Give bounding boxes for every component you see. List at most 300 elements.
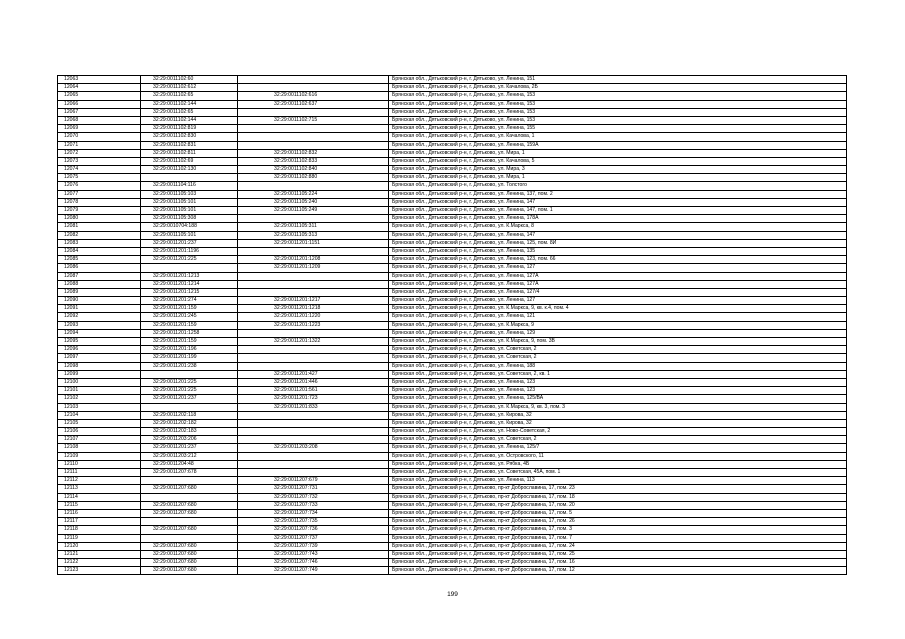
address-cell: Брянская обл., Дятьковский р-н, г. Дятьково, ул. Ленина, 127	[389, 297, 847, 305]
row-number-cell: 12112	[58, 477, 141, 485]
address-cell: Брянская обл., Дятьковский р-н, г. Дятьково, пр-кт Доброславина, 17, пом. 23	[389, 485, 847, 493]
table-row	[58, 190, 847, 198]
parcel-number-cell: 32:29:0011102:130	[141, 166, 238, 174]
parcel-number-cell: 32:29:0011203:212	[141, 452, 238, 460]
address-cell: Брянская обл., Дятьковский р-н, г. Дятьково, пр-кт Доброславина, 17, пом. 24	[389, 542, 847, 550]
parcel-number-cell: 32:29:0011201:159	[141, 305, 238, 313]
parcel-number-cell: 32:29:0011201:1214	[141, 280, 238, 288]
table-row	[58, 100, 847, 108]
address-cell: Брянская обл., Дятьковский р-н, г. Дятьково, ул. Советская, 2	[389, 436, 847, 444]
row-number-cell: 12093	[58, 321, 141, 329]
table-row	[58, 436, 847, 444]
table-row	[58, 403, 847, 411]
row-number-cell: 12087	[58, 272, 141, 280]
table-body	[58, 76, 847, 575]
object-number-cell	[238, 108, 389, 116]
parcel-number-cell: 32:29:0011201:225	[141, 378, 238, 386]
table-row	[58, 444, 847, 452]
table-row	[58, 411, 847, 419]
object-number-cell: 32:29:0011207:749	[238, 567, 389, 575]
object-number-cell	[238, 76, 389, 84]
address-cell: Брянская обл., Дятьковский р-н, г. Дятьково, ул. Ленина, 123	[389, 387, 847, 395]
address-cell: Брянская обл., Дятьковский р-н, г. Дятьково, ул. Ленина, 147, пом. 1	[389, 207, 847, 215]
address-cell: Брянская обл., Дятьковский р-н, г. Дятьково, ул. Советская, 2	[389, 346, 847, 354]
table-row	[58, 133, 847, 141]
table-row	[58, 346, 847, 354]
row-number-cell: 12102	[58, 395, 141, 403]
table-row	[58, 526, 847, 534]
table-row	[58, 354, 847, 362]
row-number-cell: 12122	[58, 559, 141, 567]
table-row	[58, 460, 847, 468]
address-cell: Брянская обл., Дятьковский р-н, г. Дятьково, пр-кт Доброславина, 17, пом. 3	[389, 526, 847, 534]
object-number-cell	[238, 280, 389, 288]
address-cell: Брянская обл., Дятьковский р-н, г. Дятьково, ул. Ленина, 135	[389, 247, 847, 255]
parcel-number-cell: 32:29:0011102:612	[141, 84, 238, 92]
address-cell: Брянская обл., Дятьковский р-н, г. Дятьково, ул. Ленина, 159А	[389, 141, 847, 149]
parcel-number-cell: 32:29:0011102:144	[141, 100, 238, 108]
row-number-cell: 12117	[58, 518, 141, 526]
parcel-number-cell: 32:29:0011207:680	[141, 485, 238, 493]
row-number-cell: 12074	[58, 166, 141, 174]
object-number-cell: 32:29:0011207:732	[238, 493, 389, 501]
object-number-cell	[238, 411, 389, 419]
address-cell: Брянская обл., Дятьковский р-н, г. Дятьково, ул. К.Маркса, 9, кв. 3, пом. 3	[389, 403, 847, 411]
table-row	[58, 493, 847, 501]
table-row	[58, 182, 847, 190]
table-row	[58, 141, 847, 149]
row-number-cell: 12072	[58, 149, 141, 157]
table-row	[58, 198, 847, 206]
table-row	[58, 239, 847, 247]
address-cell: Брянская обл., Дятьковский р-н, г. Дятьково, ул. Мира, 3	[389, 166, 847, 174]
row-number-cell: 12091	[58, 305, 141, 313]
address-cell: Брянская обл., Дятьковский р-н, г. Дятьково, пр-кт Доброславина, 17, пом. 12	[389, 567, 847, 575]
table-row	[58, 518, 847, 526]
row-number-cell: 12081	[58, 223, 141, 231]
object-number-cell: 32:29:0011201:833	[238, 403, 389, 411]
table-row	[58, 395, 847, 403]
table-row	[58, 501, 847, 509]
row-number-cell: 12075	[58, 174, 141, 182]
object-number-cell: 32:29:0011201:1208	[238, 256, 389, 264]
table-row	[58, 166, 847, 174]
address-cell: Брянская обл., Дятьковский р-н, г. Дятьково, ул. Качалова, 1	[389, 133, 847, 141]
address-cell: Брянская обл., Дятьковский р-н, г. Дятьково, ул. Ленина, 137, пом. 2	[389, 190, 847, 198]
address-cell: Брянская обл., Дятьковский р-н, г. Дятьково, ул. Рябка, 4Б	[389, 460, 847, 468]
address-cell: Брянская обл., Дятьковский р-н, г. Дятьково, ул. Ленина, 123	[389, 378, 847, 386]
address-cell: Брянская обл., Дятьковский р-н, г. Дятьково, ул. К.Маркса, 9, кв. к.4, пом. 4	[389, 305, 847, 313]
parcel-number-cell: 32:29:0011105:308	[141, 215, 238, 223]
object-number-cell: 32:29:0011207:736	[238, 526, 389, 534]
parcel-number-cell	[141, 518, 238, 526]
parcel-number-cell: 32:29:0011102:819	[141, 125, 238, 133]
address-cell: Брянская обл., Дятьковский р-н, г. Дятьково, ул. Ленина, 127	[389, 264, 847, 272]
address-cell: Брянская обл., Дятьковский р-н, г. Дятьково, ул. Ленина, 127А	[389, 272, 847, 280]
table-row	[58, 207, 847, 215]
row-number-cell: 12085	[58, 256, 141, 264]
address-cell: Брянская обл., Дятьковский р-н, г. Дятьково, пр-кт Доброславина, 17, пом. 20	[389, 501, 847, 509]
object-number-cell	[238, 288, 389, 296]
parcel-number-cell: 32:29:0011201:237	[141, 444, 238, 452]
address-cell: Брянская обл., Дятьковский р-н, г. Дятьково, ул. К.Маркса, 8	[389, 223, 847, 231]
row-number-cell: 12079	[58, 207, 141, 215]
parcel-number-cell: 32:29:0011207:678	[141, 469, 238, 477]
row-number-cell: 12069	[58, 125, 141, 133]
row-number-cell: 12082	[58, 231, 141, 239]
object-number-cell: 32:29:0011207:735	[238, 518, 389, 526]
parcel-number-cell: 32:29:0011207:680	[141, 542, 238, 550]
cadastral-table	[57, 75, 847, 575]
table-row	[58, 387, 847, 395]
parcel-number-cell: 32:29:0011102:65	[141, 92, 238, 100]
table-row	[58, 247, 847, 255]
address-cell: Брянская обл., Дятьковский р-н, г. Дятьково, ул. Качалова, 2Б	[389, 84, 847, 92]
object-number-cell	[238, 419, 389, 427]
row-number-cell: 12089	[58, 288, 141, 296]
address-cell: Брянская обл., Дятьковский р-н, г. Дятьково, пр-кт Доброславина, 17, пом. 18	[389, 493, 847, 501]
object-number-cell: 32:29:0011102:616	[238, 92, 389, 100]
row-number-cell: 12083	[58, 239, 141, 247]
table-row	[58, 559, 847, 567]
object-number-cell: 32:29:0011102:832	[238, 149, 389, 157]
address-cell: Брянская обл., Дятьковский р-н, г. Дятьково, ул. Советская, 2, кв. 1	[389, 370, 847, 378]
row-number-cell: 12106	[58, 428, 141, 436]
row-number-cell: 12088	[58, 280, 141, 288]
parcel-number-cell: 32:29:0011201:196	[141, 346, 238, 354]
parcel-number-cell: 32:29:0011102:831	[141, 141, 238, 149]
table-row	[58, 378, 847, 386]
parcel-number-cell: 32:29:0011201:1215	[141, 288, 238, 296]
address-cell: Брянская обл., Дятьковский р-н, г. Дятьково, ул. Ленина, 125/7	[389, 444, 847, 452]
table-row	[58, 264, 847, 272]
object-number-cell	[238, 469, 389, 477]
address-cell: Брянская обл., Дятьковский р-н, г. Дятьково, ул. Ленина, 188	[389, 362, 847, 370]
object-number-cell: 32:29:0011201:446	[238, 378, 389, 386]
address-cell: Брянская обл., Дятьковский р-н, г. Дятьково, пр-кт Доброславина, 17, пом. 16	[389, 559, 847, 567]
address-cell: Брянская обл., Дятьковский р-н, г. Дятьково, ул. Ленина, 153	[389, 116, 847, 124]
object-number-cell	[238, 452, 389, 460]
parcel-number-cell: 32:29:0011201:1258	[141, 329, 238, 337]
object-number-cell	[238, 362, 389, 370]
address-cell: Брянская обл., Дятьковский р-н, г. Дятьково, ул. Ленина, 129	[389, 329, 847, 337]
table-row	[58, 305, 847, 313]
object-number-cell	[238, 329, 389, 337]
table-row	[58, 509, 847, 517]
table-row	[58, 297, 847, 305]
parcel-number-cell: 32:29:0011102:811	[141, 149, 238, 157]
parcel-number-cell	[141, 174, 238, 182]
address-cell: Брянская обл., Дятьковский р-н, г. Дятьково, ул. Ленина, 155	[389, 125, 847, 133]
address-cell: Брянская обл., Дятьковский р-н, г. Дятьково, ул. Советская, 2	[389, 354, 847, 362]
table-row	[58, 92, 847, 100]
address-cell: Брянская обл., Дятьковский р-н, г. Дятьково, ул. Советская, 45А, пом. 1	[389, 469, 847, 477]
table-row	[58, 215, 847, 223]
table-row	[58, 76, 847, 84]
object-number-cell: 32:29:0011105:311	[238, 223, 389, 231]
object-number-cell	[238, 272, 389, 280]
object-number-cell	[238, 215, 389, 223]
object-number-cell	[238, 436, 389, 444]
parcel-number-cell: 32:29:0011207:680	[141, 501, 238, 509]
object-number-cell: 32:29:0011201:1217	[238, 297, 389, 305]
address-cell: Брянская обл., Дятьковский р-н, г. Дятьково, пр-кт Доброславина, 17, пом. 25	[389, 550, 847, 558]
parcel-number-cell: 32:29:0010704:188	[141, 223, 238, 231]
row-number-cell: 12113	[58, 485, 141, 493]
parcel-number-cell: 32:29:0011105:101	[141, 198, 238, 206]
parcel-number-cell: 32:29:0011201:199	[141, 354, 238, 362]
row-number-cell: 12094	[58, 329, 141, 337]
object-number-cell	[238, 428, 389, 436]
table-row	[58, 329, 847, 337]
table-row	[58, 256, 847, 264]
row-number-cell: 12073	[58, 157, 141, 165]
address-cell: Брянская обл., Дятьковский р-н, г. Дятьково, ул. Толстого	[389, 182, 847, 190]
parcel-number-cell: 32:29:0011105:101	[141, 207, 238, 215]
address-cell: Брянская обл., Дятьковский р-н, г. Дятьково, ул. Ленина, 153	[389, 92, 847, 100]
address-cell: Брянская обл., Дятьковский р-н, г. Дятьково, пр-кт Доброславина, 17, пом. 5	[389, 509, 847, 517]
address-cell: Брянская обл., Дятьковский р-н, г. Дятьково, ул. Качалова, 5	[389, 157, 847, 165]
object-number-cell: 32:29:0011201:1322	[238, 338, 389, 346]
address-cell: Брянская обл., Дятьковский р-н, г. Дятьково, ул. Ленина, 121	[389, 313, 847, 321]
row-number-cell: 12065	[58, 92, 141, 100]
object-number-cell	[238, 182, 389, 190]
object-number-cell: 32:29:0011201:561	[238, 387, 389, 395]
parcel-number-cell: 32:29:0011102:830	[141, 133, 238, 141]
parcel-number-cell: 32:29:0011201:225	[141, 387, 238, 395]
parcel-number-cell: 32:29:0011202:182	[141, 419, 238, 427]
row-number-cell: 12100	[58, 378, 141, 386]
table-row	[58, 157, 847, 165]
address-cell: Брянская обл., Дятьковский р-н, г. Дятьково, ул. Ленина, 178А	[389, 215, 847, 223]
row-number-cell: 12066	[58, 100, 141, 108]
object-number-cell: 32:29:0011105:313	[238, 231, 389, 239]
address-cell: Брянская обл., Дятьковский р-н, г. Дятьково, ул. Ленина, 127А	[389, 280, 847, 288]
object-number-cell: 32:29:0011207:737	[238, 534, 389, 542]
row-number-cell: 12118	[58, 526, 141, 534]
parcel-number-cell: 32:29:0011201:1213	[141, 272, 238, 280]
table-row	[58, 477, 847, 485]
page-number: 199	[447, 591, 458, 598]
parcel-number-cell: 32:29:0011201:237	[141, 239, 238, 247]
parcel-number-cell: 32:29:0011201:159	[141, 321, 238, 329]
row-number-cell: 12110	[58, 460, 141, 468]
table-row	[58, 338, 847, 346]
row-number-cell: 12064	[58, 84, 141, 92]
address-cell: Брянская обл., Дятьковский р-н, г. Дятьково, ул. Мира, 1	[389, 149, 847, 157]
parcel-number-cell: 32:29:0011201:1196	[141, 247, 238, 255]
parcel-number-cell	[141, 477, 238, 485]
object-number-cell: 32:29:0011201:427	[238, 370, 389, 378]
object-number-cell: 32:29:0011105:240	[238, 198, 389, 206]
object-number-cell	[238, 354, 389, 362]
address-cell: Брянская обл., Дятьковский р-н, г. Дятьково, ул. Ленина, 125/ВА	[389, 395, 847, 403]
row-number-cell: 12067	[58, 108, 141, 116]
row-number-cell: 12090	[58, 297, 141, 305]
object-number-cell	[238, 346, 389, 354]
row-number-cell: 12086	[58, 264, 141, 272]
object-number-cell: 32:29:0011201:1220	[238, 313, 389, 321]
row-number-cell: 12114	[58, 493, 141, 501]
parcel-number-cell	[141, 534, 238, 542]
parcel-number-cell: 32:29:0011207:680	[141, 567, 238, 575]
address-cell: Брянская обл., Дятьковский р-н, г. Дятьково, ул. Мира, 1	[389, 174, 847, 182]
row-number-cell: 12115	[58, 501, 141, 509]
object-number-cell: 32:29:0011207:733	[238, 501, 389, 509]
address-cell: Брянская обл., Дятьковский р-н, г. Дятьково, ул. Ленина, 113	[389, 477, 847, 485]
table-row	[58, 485, 847, 493]
object-number-cell	[238, 141, 389, 149]
object-number-cell: 32:29:0011102:833	[238, 157, 389, 165]
table-row	[58, 116, 847, 124]
table-row	[58, 370, 847, 378]
row-number-cell: 12099	[58, 370, 141, 378]
parcel-number-cell: 32:29:0011201:238	[141, 362, 238, 370]
address-cell: Брянская обл., Дятьковский р-н, г. Дятьково, ул. Ленина, 127/4	[389, 288, 847, 296]
table-row	[58, 542, 847, 550]
row-number-cell: 12120	[58, 542, 141, 550]
parcel-number-cell: 32:29:0011102:65	[141, 108, 238, 116]
table-row	[58, 174, 847, 182]
table-row	[58, 469, 847, 477]
row-number-cell: 12078	[58, 198, 141, 206]
address-cell: Брянская обл., Дятьковский р-н, г. Дятьково, ул. Островского, 11	[389, 452, 847, 460]
table-row	[58, 567, 847, 575]
row-number-cell: 12071	[58, 141, 141, 149]
address-cell: Брянская обл., Дятьковский р-н, г. Дятьково, ул. К.Маркса, 9, пом. 3В	[389, 338, 847, 346]
row-number-cell: 12097	[58, 354, 141, 362]
table-row	[58, 84, 847, 92]
parcel-number-cell: 32:29:0011201:237	[141, 395, 238, 403]
address-cell: Брянская обл., Дятьковский р-н, г. Дятьково, ул. Ленина, 123, пом. 66	[389, 256, 847, 264]
row-number-cell: 12076	[58, 182, 141, 190]
table-row	[58, 550, 847, 558]
row-number-cell: 12109	[58, 452, 141, 460]
object-number-cell: 32:29:0011201:1218	[238, 305, 389, 313]
parcel-number-cell: 32:29:0011202:183	[141, 428, 238, 436]
table-row	[58, 428, 847, 436]
row-number-cell: 12096	[58, 346, 141, 354]
object-number-cell: 32:29:0011102:840	[238, 166, 389, 174]
table-row	[58, 125, 847, 133]
object-number-cell: 32:29:0011203:208	[238, 444, 389, 452]
row-number-cell: 12077	[58, 190, 141, 198]
parcel-number-cell	[141, 264, 238, 272]
table-row	[58, 149, 847, 157]
object-number-cell: 32:29:0011207:731	[238, 485, 389, 493]
table-row	[58, 362, 847, 370]
row-number-cell: 12105	[58, 419, 141, 427]
address-cell: Брянская обл., Дятьковский р-н, г. Дятьково, ул. Ленина, 153	[389, 108, 847, 116]
object-number-cell: 32:29:0011207:739	[238, 542, 389, 550]
address-cell: Брянская обл., Дятьковский р-н, г. Дятьково, ул. Кирова, 32	[389, 411, 847, 419]
parcel-number-cell: 32:29:0011102:69	[141, 157, 238, 165]
table-row	[58, 534, 847, 542]
address-cell: Брянская обл., Дятьковский р-н, г. Дятьково, ул. Ленина, 147	[389, 198, 847, 206]
table-row	[58, 321, 847, 329]
row-number-cell: 12080	[58, 215, 141, 223]
row-number-cell: 12103	[58, 403, 141, 411]
address-cell: Брянская обл., Дятьковский р-н, г. Дятьково, ул. Ленина, 147	[389, 231, 847, 239]
object-number-cell: 32:29:0011105:224	[238, 190, 389, 198]
table-row	[58, 272, 847, 280]
parcel-number-cell: 32:29:0011207:680	[141, 559, 238, 567]
address-cell: Брянская обл., Дятьковский р-н, г. Дятьково, пр-кт Доброславина, 17, пом. 7	[389, 534, 847, 542]
address-cell: Брянская обл., Дятьковский р-н, г. Дятьково, ул. Ленина, 125, пом. 8И	[389, 239, 847, 247]
parcel-number-cell: 32:29:0011207:680	[141, 526, 238, 534]
parcel-number-cell: 32:29:0011202:118	[141, 411, 238, 419]
table-row	[58, 108, 847, 116]
row-number-cell: 12101	[58, 387, 141, 395]
table-row	[58, 280, 847, 288]
parcel-number-cell: 32:29:0011201:225	[141, 256, 238, 264]
parcel-number-cell: 32:29:0011102:144	[141, 116, 238, 124]
object-number-cell: 32:29:0011201:1223	[238, 321, 389, 329]
row-number-cell: 12116	[58, 509, 141, 517]
parcel-number-cell	[141, 370, 238, 378]
parcel-number-cell: 32:29:0011105:101	[141, 231, 238, 239]
object-number-cell	[238, 247, 389, 255]
table-row	[58, 419, 847, 427]
row-number-cell: 12068	[58, 116, 141, 124]
row-number-cell: 12119	[58, 534, 141, 542]
parcel-number-cell: 32:29:0011204:48	[141, 460, 238, 468]
object-number-cell: 32:29:0011207:743	[238, 550, 389, 558]
table-row	[58, 452, 847, 460]
object-number-cell: 32:29:0011201:1151	[238, 239, 389, 247]
parcel-number-cell: 32:29:0011104:116	[141, 182, 238, 190]
object-number-cell	[238, 125, 389, 133]
row-number-cell: 12104	[58, 411, 141, 419]
object-number-cell: 32:29:0011102:880	[238, 174, 389, 182]
parcel-number-cell: 32:29:0011203:206	[141, 436, 238, 444]
address-cell: Брянская обл., Дятьковский р-н, г. Дятьково, ул. Ленина, 151	[389, 76, 847, 84]
address-cell: Брянская обл., Дятьковский р-н, г. Дятьково, ул. Ленина, 153	[389, 100, 847, 108]
object-number-cell	[238, 133, 389, 141]
row-number-cell: 12111	[58, 469, 141, 477]
parcel-number-cell: 32:29:0011207:680	[141, 509, 238, 517]
object-number-cell: 32:29:0011207:746	[238, 559, 389, 567]
object-number-cell: 32:29:0011102:637	[238, 100, 389, 108]
row-number-cell: 12084	[58, 247, 141, 255]
object-number-cell: 32:29:0011207:734	[238, 509, 389, 517]
row-number-cell: 12063	[58, 76, 141, 84]
address-cell: Брянская обл., Дятьковский р-н, г. Дятьково, ул. Ново-Советская, 2	[389, 428, 847, 436]
parcel-number-cell: 32:29:0011102:60	[141, 76, 238, 84]
table-row	[58, 313, 847, 321]
row-number-cell: 12123	[58, 567, 141, 575]
parcel-number-cell	[141, 403, 238, 411]
row-number-cell: 12070	[58, 133, 141, 141]
row-number-cell: 12108	[58, 444, 141, 452]
table-row	[58, 223, 847, 231]
object-number-cell: 32:29:0011102:715	[238, 116, 389, 124]
parcel-number-cell: 32:29:0011207:680	[141, 550, 238, 558]
row-number-cell: 12121	[58, 550, 141, 558]
object-number-cell: 32:29:0011105:249	[238, 207, 389, 215]
parcel-number-cell	[141, 493, 238, 501]
parcel-number-cell: 32:29:0011201:159	[141, 338, 238, 346]
address-cell: Брянская обл., Дятьковский р-н, г. Дятьково, ул. Кирова, 32	[389, 419, 847, 427]
object-number-cell: 32:29:0011201:1209	[238, 264, 389, 272]
object-number-cell: 32:29:0011201:723	[238, 395, 389, 403]
parcel-number-cell: 32:29:0011201:245	[141, 313, 238, 321]
row-number-cell: 12098	[58, 362, 141, 370]
row-number-cell: 12107	[58, 436, 141, 444]
row-number-cell: 12092	[58, 313, 141, 321]
parcel-number-cell: 32:29:0011105:103	[141, 190, 238, 198]
table-row	[58, 231, 847, 239]
